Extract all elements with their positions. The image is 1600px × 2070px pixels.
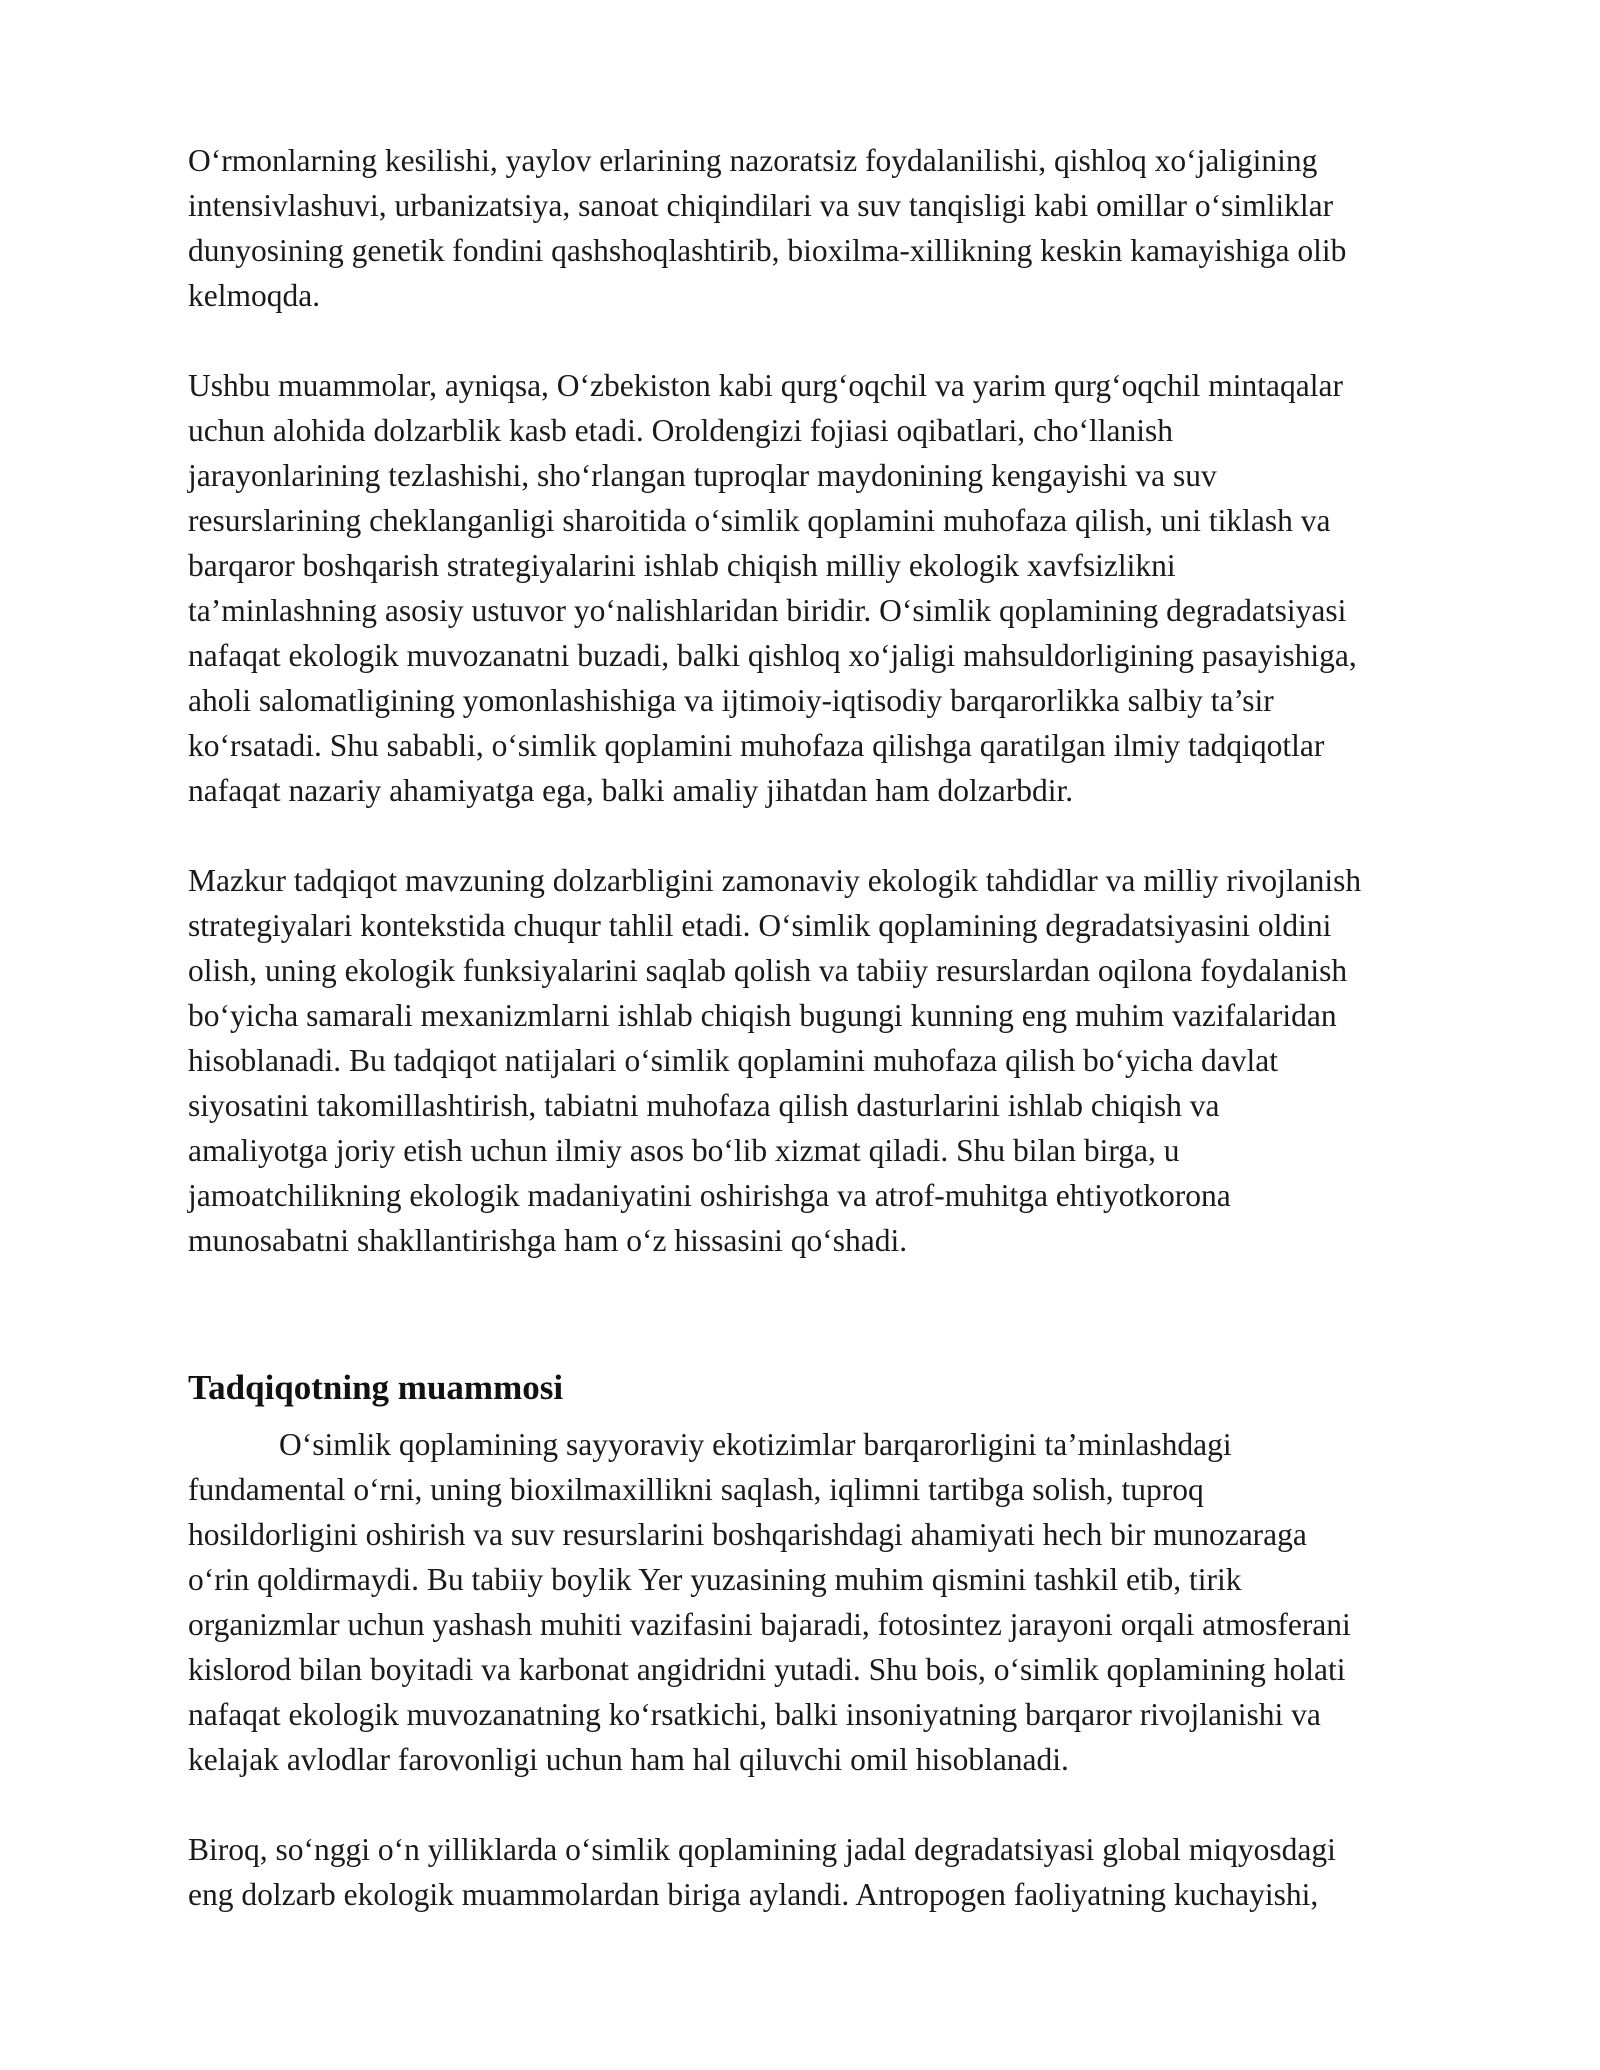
paragraph-deforestation-factors: O‘rmonlarning kesilishi, yaylov erlarining nazoratsiz foydalanilishi, qishloq xo‘jaligining intensivlashuvi, urbanizatsiya, sanoat chiqindilari va suv tanqisligi kabi omillar o‘simliklar dunyosining genetik fondini qashshoqlashtirib, bioxilma-xillikning keskin kamayishiga olib kelmoqda. — [188, 143, 1347, 313]
paragraph-research-relevance: Mazkur tadqiqot mavzuning dolzarbligini zamonaviy ekologik tahdidlar va milliy rivojlanish strategiyalari kontekstida chuqur tahlil etadi. O‘simlik qoplamining degradatsiyasini oldini olish, uning ekologik funksiyalarini saqlab qolish va tabiiy resurslardan oqilona foydalanish bo‘yicha samarali mexanizmlarni ishlab chiqish bugungi kunning eng muhim vazifalaridan hisoblanadi. Bu tadqiqot natijalari o‘simlik qoplamini muhofaza qilish bo‘yicha davlat siyosatini takomillashtirish, tabiatni muhofaza qilish dasturlarini ishlab chiqish va amaliyotga joriy etish uchun ilmiy asos bo‘lib xizmat qiladi. Shu bilan birga, u jamoatchilikning ekologik madaniyatini oshirishga va atrof-muhitga ehtiyotkorona munosabatni shakllantirishga ham o‘z hissasini qo‘shadi. — [188, 863, 1362, 1258]
paragraph-degradation-problem: Biroq, so‘nggi o‘n yilliklarda o‘simlik qoplamining jadal degradatsiyasi global miqyosdagi eng dolzarb ekologik muammolardan biriga aylandi. Antropogen faoliyatning kuchayishi, — [188, 1832, 1336, 1912]
paragraph-uzbekistan-relevance: Ushbu muammolar, ayniqsa, O‘zbekiston kabi qurg‘oqchil va yarim qurg‘oqchil mintaqalar uchun alohida dolzarblik kasb etadi. Oroldengizi fojiasi oqibatlari, cho‘llanish jarayonlarining tezlashishi, sho‘rlangan tuproqlar maydonining kengayishi va suv resurslarining cheklanganligi sharoitida o‘simlik qoplamini muhofaza qilish, uni tiklash va barqaror boshqarish strategiyalarini ishlab chiqish milliy ekologik xavfsizlikni ta’minlashning asosiy ustuvor yo‘nalishlaridan biridir. O‘simlik qoplamining degradatsiyasi nafaqat ekologik muvozanatni buzadi, balki qishloq xo‘jaligi mahsuldorligining pasayishiga, aholi salomatligining yomonlashishiga va ijtimoiy-iqtisodiy barqarorlikka salbiy ta’sir ko‘rsatadi. Shu sababli, o‘simlik qoplamini muhofaza qilishga qaratilgan ilmiy tadqiqotlar nafaqat nazariy ahamiyatga ega, balki amaliy jihatdan ham dolzarbdir. — [188, 368, 1357, 808]
section-heading-research-problem: Tadqiqotning muammosi — [188, 1368, 564, 1407]
paragraph-vegetation-role: O‘simlik qoplamining sayyoraviy ekotizimlar barqarorligini ta’minlashdagi fundamental o‘rni, uning bioxilmaxillikni saqlash, iqlimni tartibga solish, tuproq hosildorligini oshirish va suv resurslarini boshqarishdagi ahamiyati hech bir munozaraga o‘rin qoldirmaydi. Bu tabiiy boylik Yer yuzasining muhim qismini tashkil etib, tirik organizmlar uchun yashash muhiti vazifasini bajaradi, fotosintez jarayoni orqali atmosferani kislorod bilan boyitadi va karbonat angidridni yutadi. Shu bois, o‘simlik qoplamining holati nafaqat ekologik muvozanatning ko‘rsatkichi, balki insoniyatning barqaror rivojlanishi va kelajak avlodlar farovonligi uchun ham hal qiluvchi omil hisoblanadi. — [188, 1427, 1351, 1777]
document-body — [188, 138, 1456, 1917]
